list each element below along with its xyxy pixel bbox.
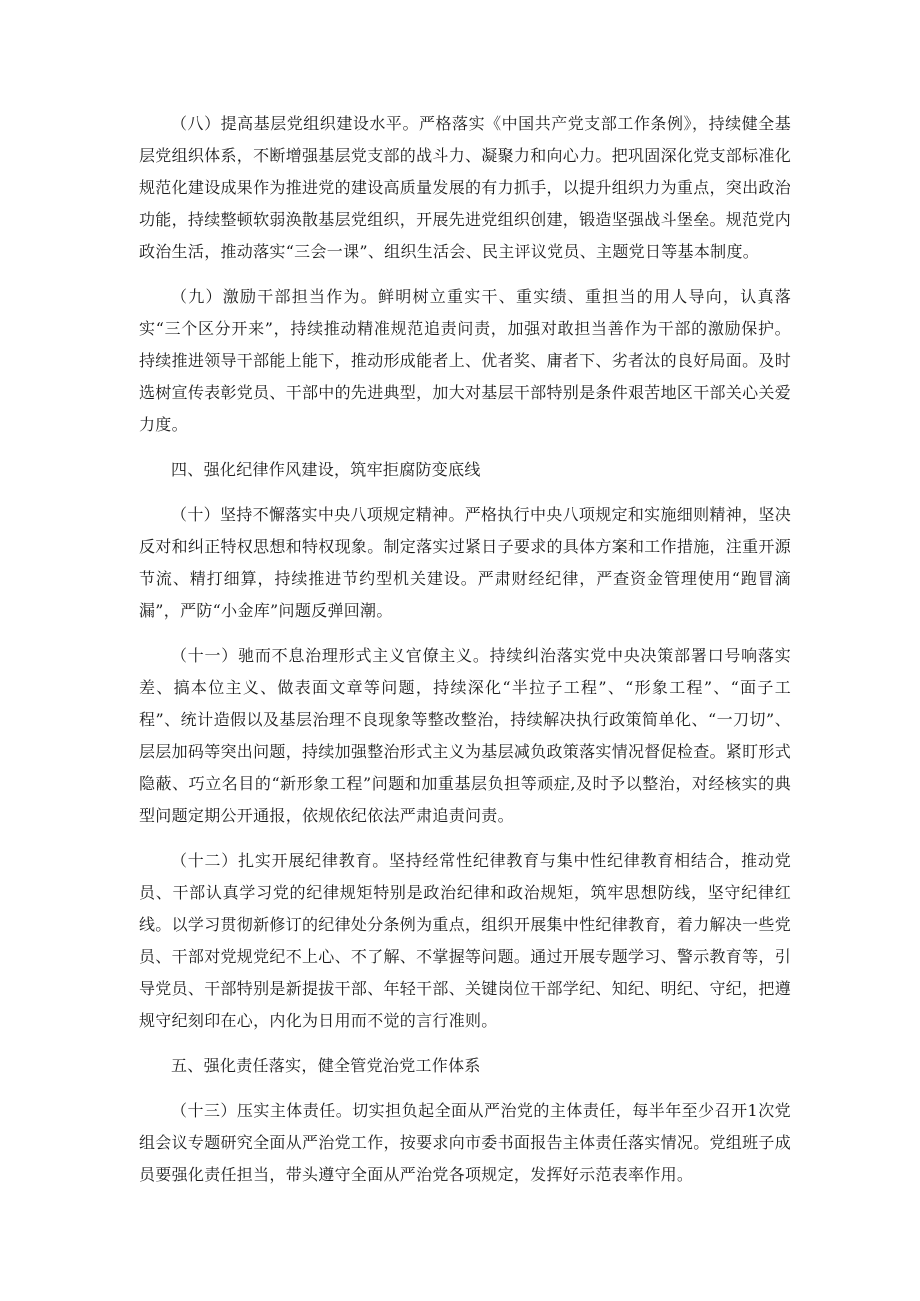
paragraph-10: （十）坚持不懈落实中央八项规定精神。严格执行中央八项规定和实施细则精神，坚决反对和纠正特权思想和特权现象。制定落实过紧日子要求的具体方案和工作措施，注重开源节流、精打细算，持续推进节约型机关建设。严肃财经纪律，严查资金管理使用“跑冒滴漏”，严防“小金库”问题反弹回潮。 [139, 505, 792, 620]
paragraph-9: （九）激励干部担当作为。鲜明树立重实干、重实绩、重担当的用人导向，认真落实“三个区分开来”，持续推动精准规范追责问责，加强对敢担当善作为干部的激励保护。持续推进领导干部能上能下，推动形成能者上、优者奖、庸者下、劣者汰的良好局面。及时选树宣传表彰党员、干部中的先进典型，加大对基层干部特别是条件艰苦地区干部关心关爱力度。 [139, 287, 792, 434]
paragraph-11: （十一）驰而不息治理形式主义官僚主义。持续纠治落实党中央决策部署口号响落实差、搞本位主义、做表面文章等问题，持续深化“半拉子工程”、“形象工程”、“面子工程”、统计造假以及基层治理不良现象等整改整治，持续解决执行政策简单化、“一刀切”、层层加码等突出问题，持续加强整治形式主义为基层减负政策落实情况督促检查。紧盯形式隐蔽、巧立名目的“新形象工程”问题和加重基层负担等顽症,及时予以整治，对经核实的典型问题定期公开通报，依规依纪依法严肃追责问责。 [139, 646, 792, 825]
section-heading-4: 四、强化纪律作风建设，筑牢拒腐防变底线 [171, 460, 481, 479]
section-heading-5: 五、强化责任落实，健全管党治党工作体系 [171, 1056, 481, 1075]
paragraph-13: （十三）压实主体责任。切实担负起全面从严治党的主体责任，每半年至少召开1次党组会议专题研究全面从严治党工作，按要求向市委书面报告主体责任落实情况。党组班子成员要强化责任担当，带头遵守全面从严治党各项规定，发挥好示范表率作用。 [139, 1101, 792, 1184]
document-body [139, 108, 791, 1204]
paragraph-12: （十二）扎实开展纪律教育。坚持经常性纪律教育与集中性纪律教育相结合，推动党员、干部认真学习党的纪律规矩特别是政治纪律和政治规矩，筑牢思想防线，坚守纪律红线。以学习贯彻新修订的纪律处分条例为重点，组织开展集中性纪律教育，着力解决一些党员、干部对党规党纪不上心、不了解、不掌握等问题。通过开展专题学习、警示教育等，引导党员、干部特别是新提拔干部、年轻干部、关键岗位干部学纪、知纪、明纪、守纪，把遵规守纪刻印在心，内化为日用而不觉的言行准则。 [139, 851, 792, 1030]
paragraph-8: （八）提高基层党组织建设水平。严格落实《中国共产党支部工作条例》，持续健全基层党组织体系，不断增强基层党支部的战斗力、凝聚力和向心力。把巩固深化党支部标准化规范化建设成果作为推进党的建设高质量发展的有力抓手，以提升组织力为重点，突出政治功能，持续整顿软弱涣散基层党组织，开展先进党组织创建，锻造坚强战斗堡垒。规范党内政治生活，推动落实“三会一课”、组织生活会、民主评议党员、主题党日等基本制度。 [139, 114, 792, 261]
